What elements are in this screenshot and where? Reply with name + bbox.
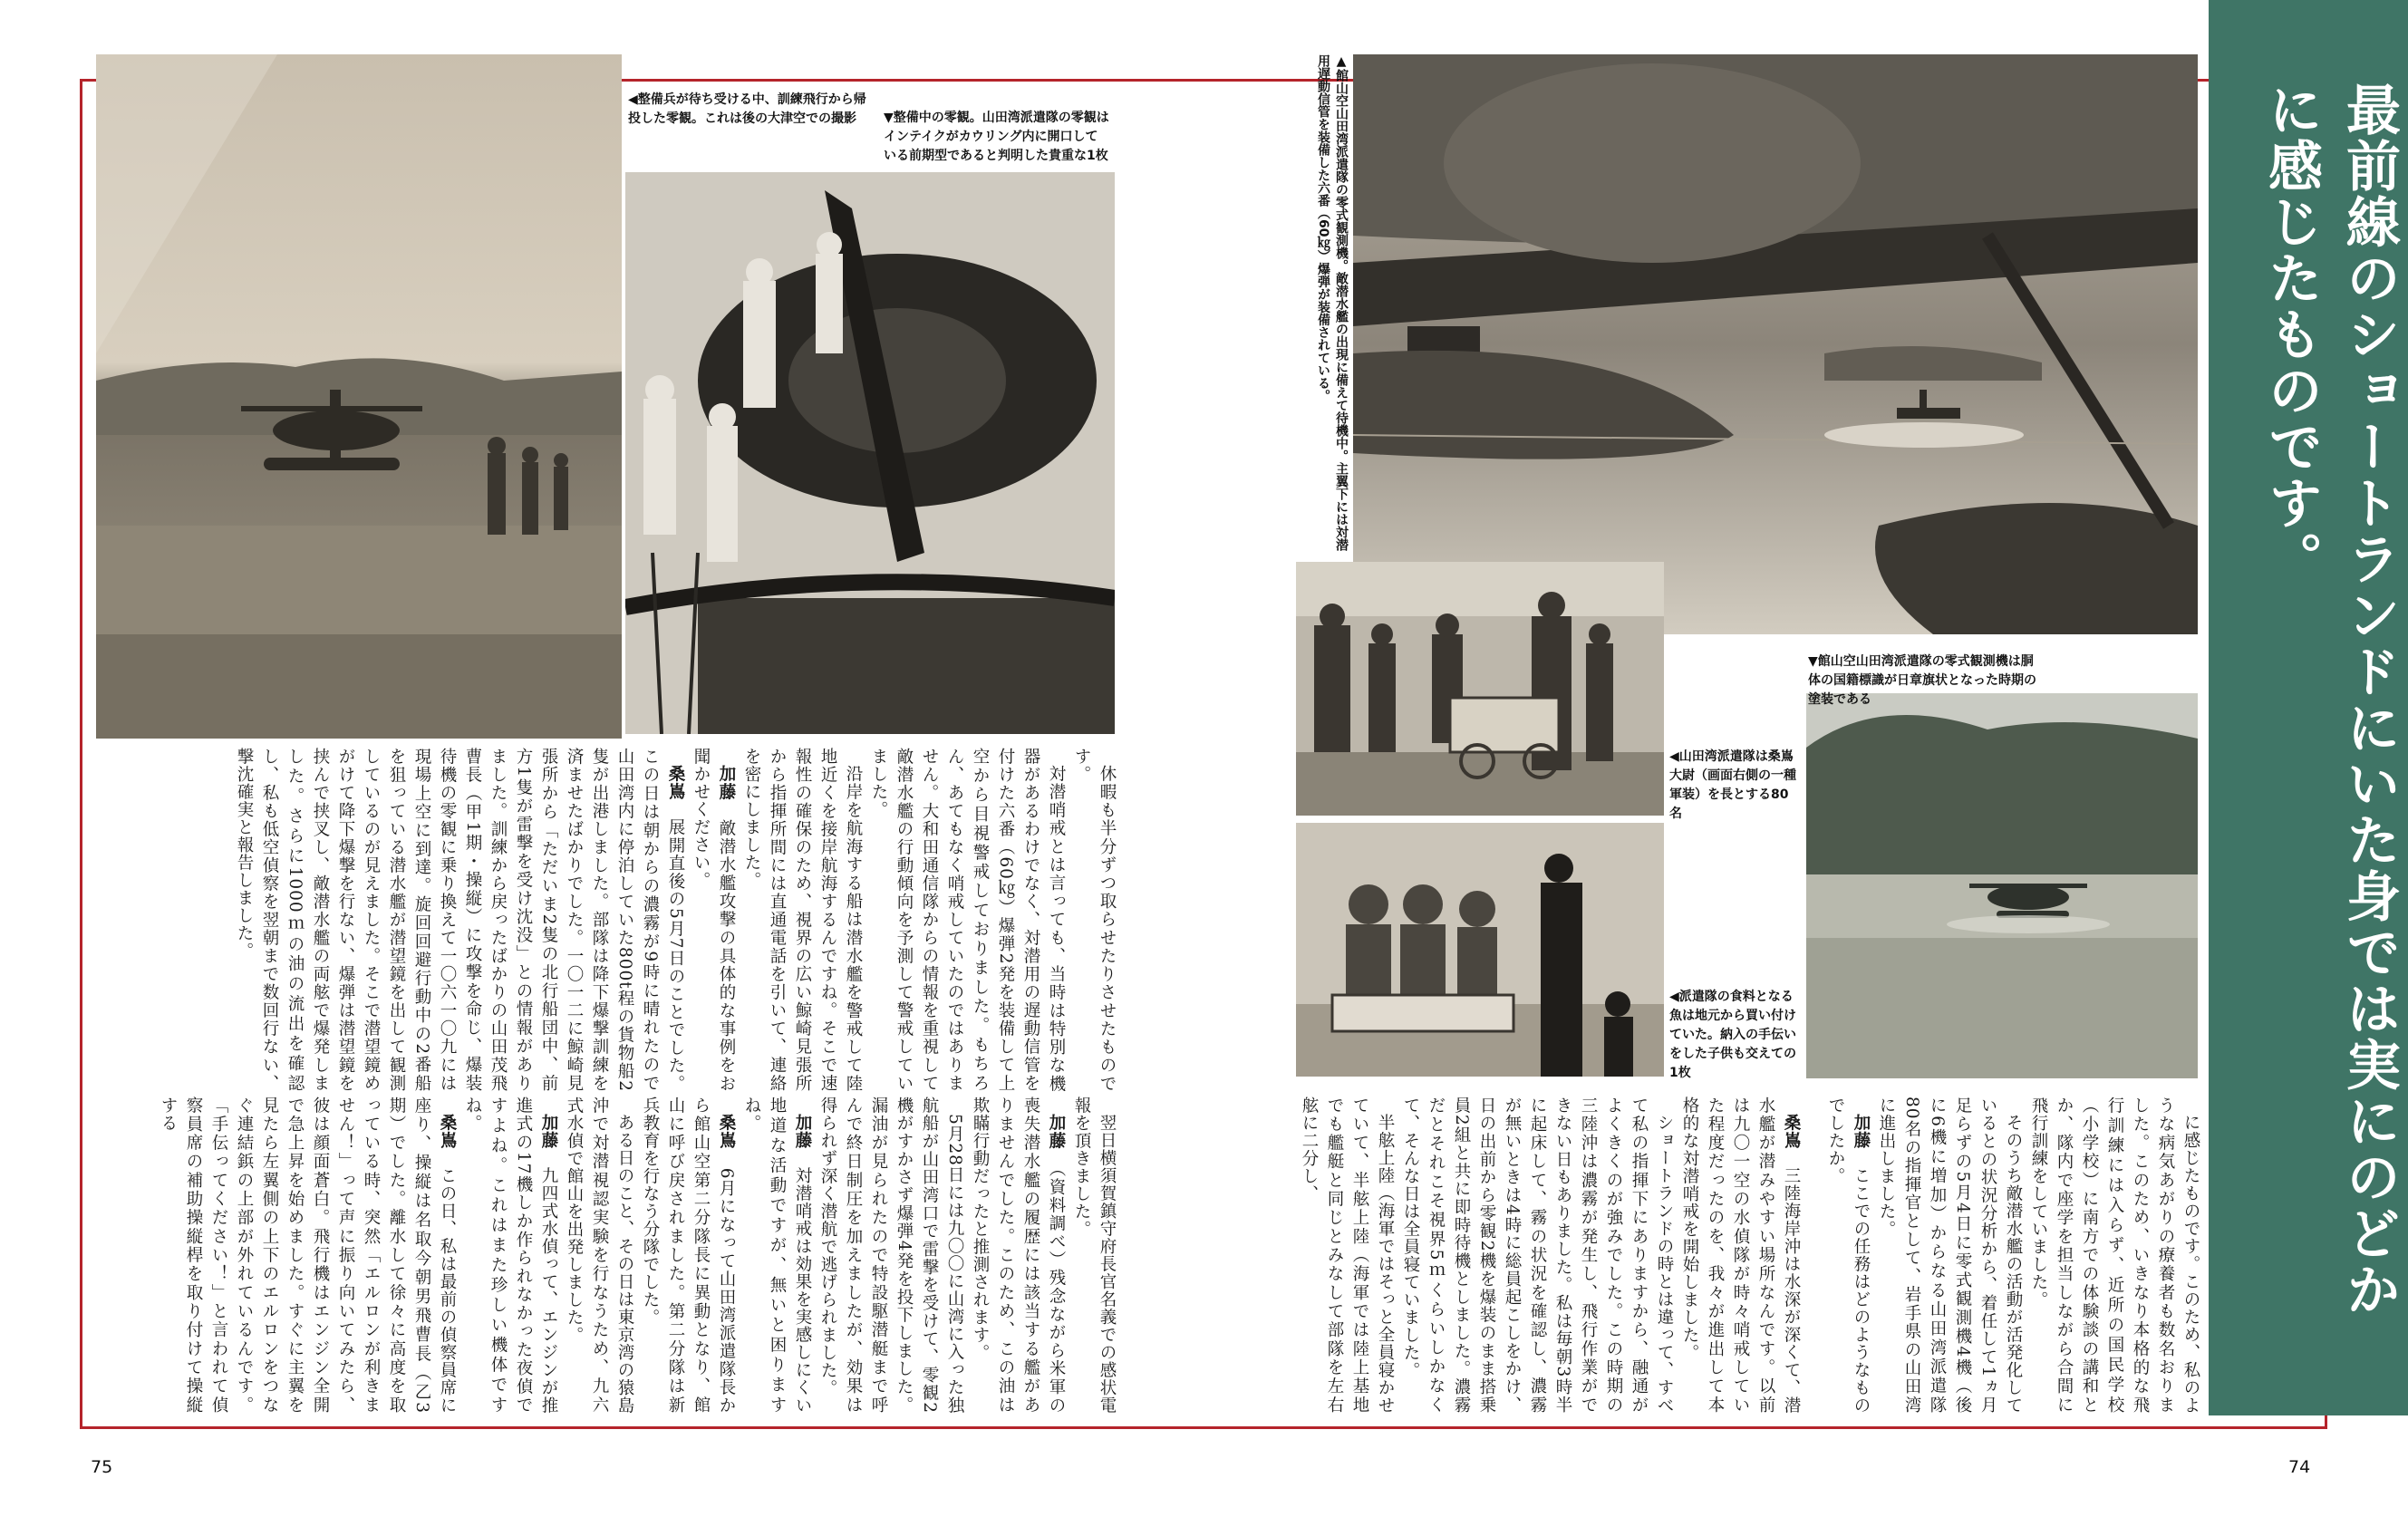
paragraph-text: （資料調べ）残念ながら米軍の喪失潜水艦の履歴には該当する艦がありませんでした。このため、この油は欺瞞行動だったと推測されます。 — [971, 1096, 1066, 1414]
speaker-label: 桑嶌 — [717, 1113, 736, 1150]
speaker-label: 加藤 — [793, 1113, 812, 1149]
paragraph: 半舷上陸（海軍ではそっと全員寝かせていて、半舷上陸（海軍では陸上基地でも艦艇と同じとみなして部隊を左右舷に二分し、 — [1300, 1096, 1395, 1414]
caption-group1: ◀山田湾派遣隊は桑嶌大尉（画面右側の一種軍装）を長とする80名 — [1669, 749, 1796, 821]
paragraph-text: 対潜哨戒は効果を実感しにくい地道な活動ですが、無いと困りますね。 — [742, 1096, 812, 1414]
paragraph: 対潜哨戒とは言っても、当時は特別な機器があるわけでなく、対潜用の遅動信管を付けた六番（60㎏）爆弾2発を装備して上空から目視警戒しておりました。もちろん、あてもなく哨戒していたのではありません。大和田通信隊からの情報を重視して敵潜水艦の行動傾向を予測して警戒していました。 — [869, 748, 1066, 1092]
photo-maintenance — [625, 172, 1115, 734]
paragraph: に感じたものです。このため、私のような病気あがりの療養者も数名おりました。このため、いきなり本格的な飛行訓練には入らず、近所の国民学校（小学校）に南方での体験談の講和とか、隊内で座学を担当しながら合間に飛行訓練をしていました。 — [2029, 1096, 2200, 1414]
speaker-label: 加藤 — [539, 1113, 558, 1149]
paragraph-text: 6月になって山田湾派遣隊長から館山空第二分隊長に異動となり、館山に呼び戻されました。第二分隊は新兵教育を行なう分隊でした。 — [641, 1096, 736, 1414]
paragraph-text: 展開直後の5月7日のことでした。この日は朝からの濃霧が9時に晴れたので山田湾内に停泊していた800t程の貨物船2隻が出港しました。部隊は降下爆撃訓練を済ませたばかりでした。一〇一二に鯨崎見張所から「ただいま2隻の北行船団中、前方1隻が雷撃を受け沈没」との情報がありました。訓練から戻ったばかりの山田茂飛曹長（甲1期・操縦）に攻撃を命じ、爆装待機の零観に乗り換えて一〇六一〇九には現場上空に到達。旋回回避行動中の2番船を狙っている潜水艦が潜望鏡を出して観測しているのが見えました。そこで潜望鏡めがけて降下爆撃を行ない、爆弾は潜望鏡を挟んで挟叉し、敵潜水艦の両舷で爆発しました。さらに1000ｍの油の流出を確認し、私も低空偵察を翌朝まで数回行ない、撃沈確実と報告しました。 — [235, 748, 685, 1093]
paragraph — [459, 1096, 561, 1414]
paragraph-text: 九四式水偵って、エンジンが推進式の17機しか作られなかった夜偵ですよね。これはまた珍しい機体ですね。 — [463, 1096, 558, 1414]
body-left-upper — [91, 748, 1119, 1092]
paragraph: 休暇も半分ずつ取らせたりさせたものです。 — [1072, 748, 1117, 1092]
paragraph: そのうち敵潜水艦の活動が活発化しているとの状況分析から、着任して1ヵ月足らずの5月4日に零式観測機4機（後に6機に増加）からなる山田湾派遣隊80名の指揮官として、岩手県の山田湾に進出しました。 — [1877, 1096, 2023, 1414]
paragraph — [155, 1096, 459, 1414]
paragraph-text: この日、私は最前の偵察員席に座り、操縦は名取今朝男飛曹長（乙3期）でした。離水して徐々に高度を取っている時、突然「エルロンが利きません！」って声に振り向いてみたら、彼は顔面蒼白。飛行機はエンジン全開で急上昇を始めました。すぐに主翼を見たら左翼側の上下のエルロンをつなぐ連結鋲の上部が外れているんです。「手伝ってください！」と言われて偵察員席の補助操縦桿を取り付けて操縦する — [159, 1096, 457, 1414]
body-left-lower — [91, 1096, 1119, 1414]
paragraph: ある日のこと、その日は東京湾の猿島沖で対潜視認実験を行なうため、九六式水偵で館山を出発しました。 — [565, 1096, 634, 1414]
paragraph — [967, 1096, 1069, 1414]
photo-group-fish — [1296, 823, 1664, 1077]
photo-landscape-seaplane — [1806, 693, 2198, 1078]
caption-left-top: ◀整備兵が待ち受ける中、訓練飛行から帰投した零観。これは後の大津空での撮影 — [628, 92, 866, 126]
paragraph — [739, 1096, 815, 1414]
paragraph: 5月28日には九〇〇に山湾に入った独航船が山田湾口で雷撃を受けて、零観2機がすかさず爆弾4発を投下しました。漏油が見られたので特設駆潜艇まで呼んで終日制圧を加えましたが、効果は得られず深く潜航で逃げられました。 — [818, 1096, 964, 1414]
speaker-label: 桑嶌 — [666, 764, 685, 800]
speaker-label: 加藤 — [1047, 1113, 1066, 1150]
caption-right-below: ▼館山空山田湾派遣隊の零式観測機は胴体の国籍標識が日章旗状となった時期の塗装である — [1808, 654, 2036, 707]
caption-middle-top: ▼整備中の零観。山田湾派遣隊の零観はインテイクがカウリング内に開口している前期型であると判明した貴重な1枚 — [884, 111, 1109, 163]
paragraph-text: ここでの任務はどのようなものでしたか。 — [1826, 1096, 1871, 1414]
paragraph — [637, 1096, 739, 1414]
speaker-label: 加藤 — [1852, 1113, 1871, 1149]
paragraph: 翌日横須賀鎮守府長官名義での感状電報を頂きました。 — [1072, 1096, 1117, 1414]
caption-group2: ◀派遣隊の食料となる魚は地元から買い付けていた。納入の手伝いをした子供も交えての1枚 — [1669, 990, 1796, 1080]
page-number-right: 74 — [2288, 1457, 2311, 1477]
paragraph — [231, 748, 688, 1092]
speaker-label: 桑嶌 — [438, 1113, 457, 1149]
paragraph-text: 三陸海岸沖は水深が深くて、潜水艦が潜みやすい場所なんです。以前は九〇一空の水偵隊が時々哨戒していた程度だったのを、我々が進出して本格的な対潜哨戒を開始しました。 — [1680, 1096, 1801, 1414]
photo-floatplane-closeup — [1353, 54, 2198, 634]
photo-seaplane-taxi — [96, 54, 622, 739]
speaker-label: 加藤 — [717, 764, 736, 801]
paragraph — [1677, 1096, 1804, 1414]
paragraph: ショートランドの時とは違って、すべて私の指揮下にありますから、融通がよくきくのが強みでした。この時期の三陸沖は濃霧が発生し、飛行作業ができない日もありました。私は毎朝3時半に起床して、霧の状況を確認し、濃霧が無いときは4時に総員起こしをかけ、日の出前から零観2機を爆装のまま搭乗員2組と共に即時待機としました。濃霧だとそれこそ視界5ｍくらいしかなくて、そんな日は全員寝ていました。 — [1401, 1096, 1674, 1414]
paragraph — [1823, 1096, 1873, 1414]
page-number-left: 75 — [91, 1457, 113, 1477]
headline: 最前線のショートランドにいた身では実にのどかに感じたものです。 — [2259, 82, 2401, 1318]
caption-right-vertical: ▲館山空山田湾派遣隊の零式観測機。敵潜水艦の出現に備えて待機中。主翼下には対潜用遅動信管を装備した六番（60㎏）爆弾が装備されている。 — [1316, 54, 1349, 551]
paragraph — [688, 748, 739, 1092]
speaker-label: 桑嶌 — [1782, 1113, 1801, 1149]
photo-group-crew — [1296, 562, 1664, 816]
body-right-upper — [1809, 1096, 2203, 1414]
body-right-lower — [1296, 1096, 1804, 1414]
paragraph: 沿岸を航海する船は潜水艦を警戒して陸地近くを接岸航海するんですね。そこで速報性の確保のため、視界の広い鯨崎見張所から指揮所間には直通電話を引いて、連絡を密にしました。 — [742, 748, 863, 1092]
paragraph-text: 敵潜水艦攻撃の具体的な事例をお聞かせください。 — [691, 748, 736, 1093]
